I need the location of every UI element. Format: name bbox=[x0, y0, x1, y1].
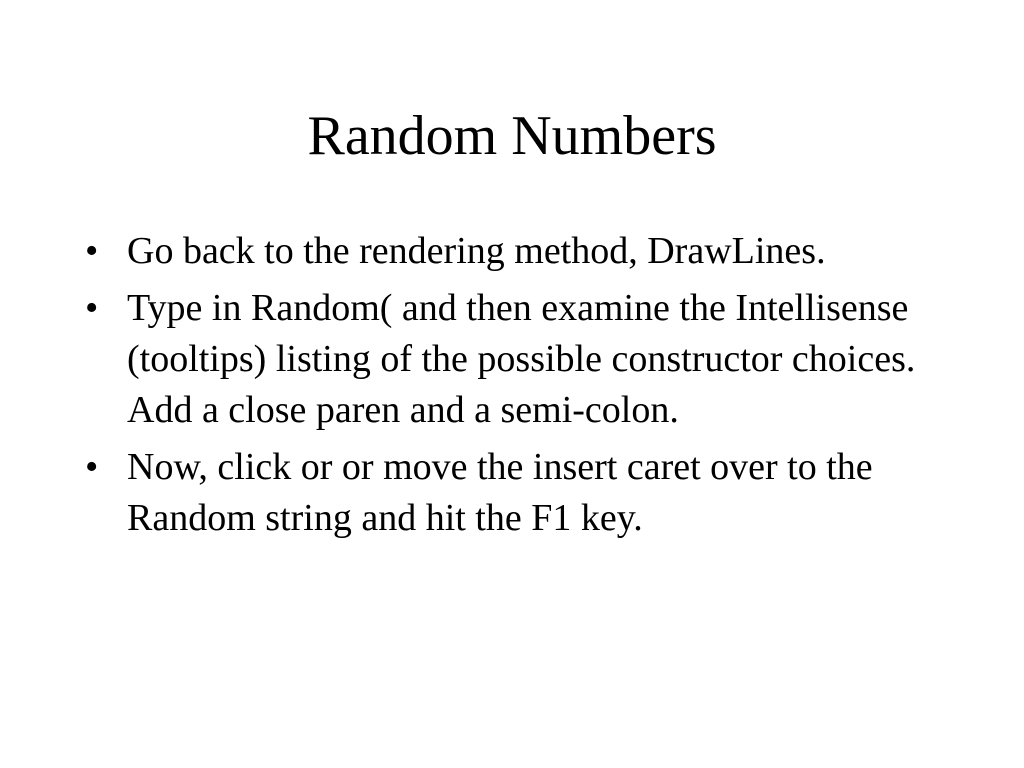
bullet-list bbox=[85, 226, 955, 550]
bullet-item bbox=[85, 226, 955, 277]
bullet-text: Type in Random( and then examine the Intellisense (tooltips) listing of the possible constructor choices. Add a close paren and a semi-colon. bbox=[127, 287, 916, 431]
bullet-dot-icon: • bbox=[85, 446, 99, 488]
bullet-text: Now, click or or move the insert caret over to the Random string and hit the F1 key. bbox=[127, 446, 873, 539]
bullet-dot-icon: • bbox=[85, 287, 99, 329]
bullet-item bbox=[85, 442, 955, 544]
bullet-item bbox=[85, 283, 955, 436]
bullet-text: Go back to the rendering method, DrawLines. bbox=[127, 230, 826, 272]
bullet-dot-icon: • bbox=[85, 230, 99, 272]
slide-title: Random Numbers bbox=[307, 105, 717, 167]
